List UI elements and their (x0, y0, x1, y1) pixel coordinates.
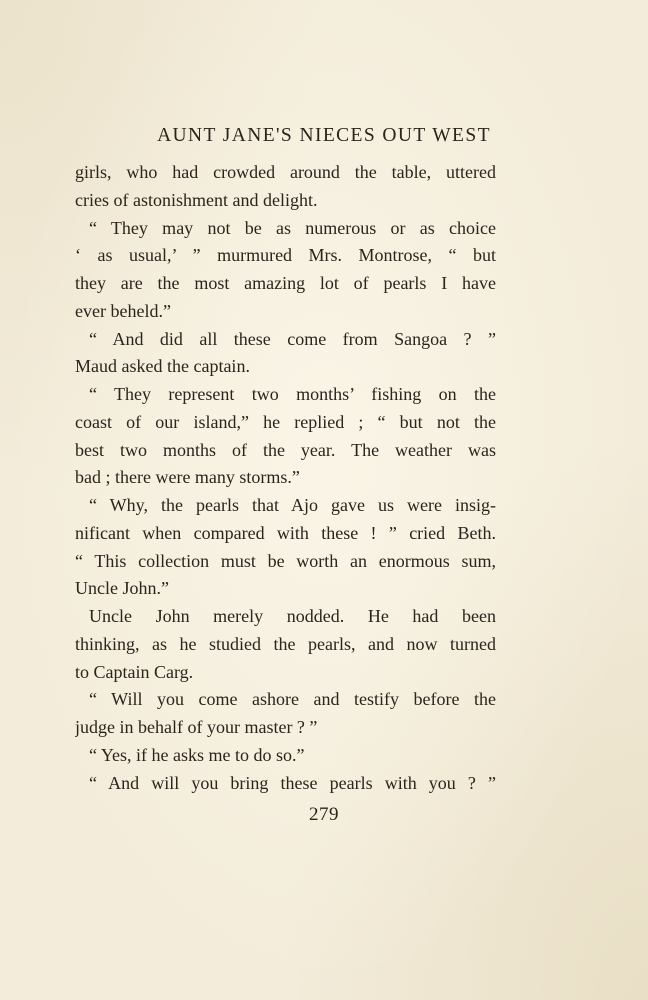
text-line: ‘ as usual,’ ” murmured Mrs. Montrose, “ but (75, 245, 496, 266)
running-head: AUNT JANE'S NIECES OUT WEST (157, 125, 491, 146)
text-line: thinking, as he studied the pearls, and now turned (75, 633, 496, 654)
text-line: “ Will you come ashore and testify before the (89, 689, 496, 710)
text-line: “ They may not be as numerous or as choice (89, 217, 496, 238)
text-line: cries of astonishment and delight. (75, 189, 318, 210)
text-line: girls, who had crowded around the table, uttered (75, 162, 496, 182)
text-line: “ They represent two months’ fishing on the (89, 384, 496, 404)
page-number: 279 (309, 804, 339, 825)
text-line: “ And did all these come from Sangoa ? ” (89, 328, 496, 349)
text-line: “ Why, the pearls that Ajo gave us were insig- (89, 495, 496, 515)
text-line: Uncle John.” (75, 578, 169, 599)
text-line: they are the most amazing lot of pearls I have (75, 273, 496, 293)
text-line: ever beheld.” (75, 300, 171, 321)
text-line: “ This collection must be worth an enormous sum, (75, 550, 496, 571)
text-line: bad ; there were many storms.” (75, 467, 300, 488)
text-line: Maud asked the captain. (75, 356, 250, 377)
text-line: to Captain Carg. (75, 661, 194, 682)
text-line: best two months of the year. The weather was (75, 439, 496, 460)
text-line: nificant when compared with these ! ” cried Beth. (75, 522, 496, 543)
text-line: “ And will you bring these pearls with you ? ” (89, 772, 496, 793)
text-line: coast of our island,” he replied ; “ but not the (75, 411, 496, 432)
text-line: Uncle John merely nodded. He had been (89, 606, 496, 626)
body-text (75, 159, 496, 797)
text-line: judge in behalf of your master ? ” (75, 717, 318, 737)
text-line: “ Yes, if he asks me to do so.” (89, 744, 305, 765)
